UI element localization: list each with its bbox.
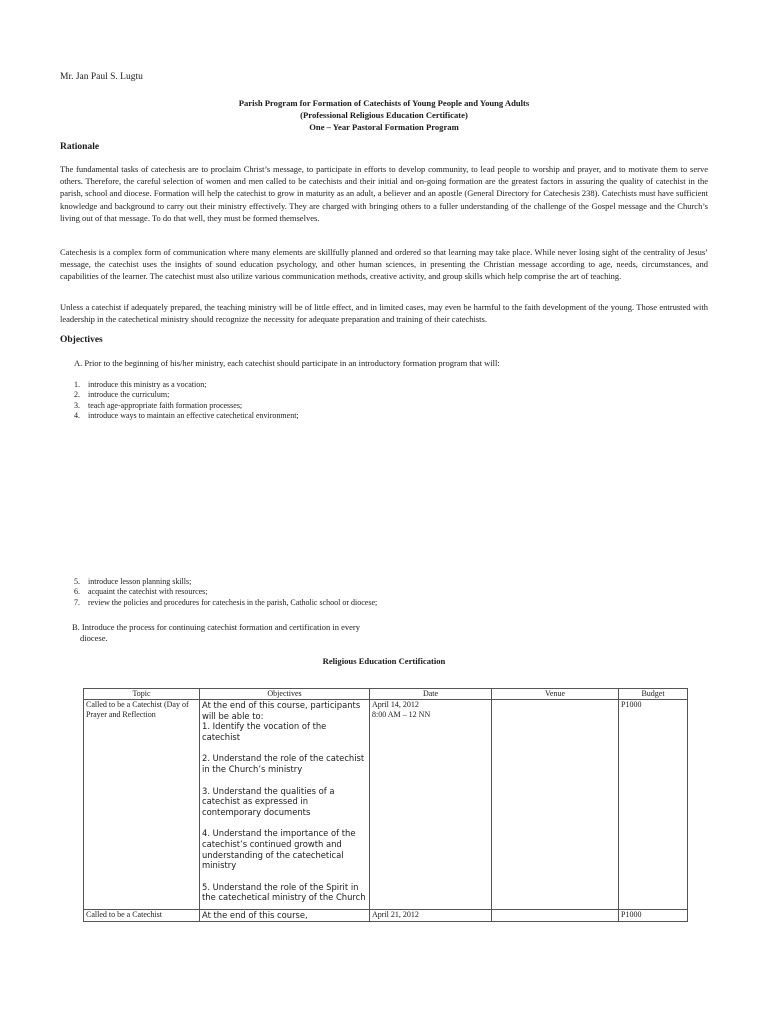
header-budget: Budget xyxy=(619,689,688,700)
cell-topic: Called to be a Catechist xyxy=(84,910,200,922)
rationale-paragraph-1: The fundamental tasks of catechesis are to proclaim Christ’s message, to participate in efforts to develop community, to lead people to worship and prayer, and to motivate them to serve others. Therefore, the careful selection of women and men called to be catechists and their initial and on-going formation are the greatest factors in assuring the quality of catechist in the parish, school and diocese. Formation will help the catechist to grow in maturity as an adult, a believer and an apostle (General Directory for Catechesis 238). Catechists must have sufficient knowledge and background to carry out their ministry effectively. They are charged with bringing others to a fuller understanding of the challenge of the Gospel message and the Church’s living out of that message. To do that well, they must be formed themselves. xyxy=(60,164,708,223)
program-duration-title: One – Year Pastoral Formation Program xyxy=(309,122,459,132)
objectives-heading: Objectives xyxy=(60,335,103,345)
certification-table xyxy=(83,688,688,922)
rationale-paragraph-2: Catechesis is a complex form of communication where many elements are skillfully planned and ordered so that learning may take place. While never losing sight of the centrality of Jesus’ message, the catechist uses the insights of sound education psychology, and other human sciences, in presenting the Christian message according to age, needs, circumstances, and capabilities of the learner. The catechist must also utilize various communication methods, creative activity, and group skills which help comprise the art of teaching. xyxy=(60,247,708,282)
objectives-list-second xyxy=(74,577,377,608)
cell-objectives: At the end of this course, xyxy=(200,910,370,922)
header-objectives: Objectives xyxy=(200,689,370,700)
rationale-heading: Rationale xyxy=(60,142,100,152)
objectives-part-a: A. Prior to the beginning of his/her ministry, each catechist should participate in an introductory formation program that will: xyxy=(74,358,500,368)
table-row xyxy=(84,700,688,910)
cell-date: April 21, 2012 xyxy=(370,910,492,922)
cell-budget: P1000 xyxy=(619,910,688,922)
header-date: Date xyxy=(370,689,492,700)
cell-venue xyxy=(492,700,619,910)
cell-date: April 14, 2012 8:00 AM – 12 NN xyxy=(370,700,492,910)
objectives-list-first xyxy=(74,380,299,422)
list-item: 6. acquaint the catechist with resources; xyxy=(74,587,208,597)
list-item: 4. introduce ways to maintain an effective catechetical environment; xyxy=(74,411,299,421)
table-row xyxy=(84,910,688,922)
cell-topic: Called to be a Catechist (Day of Prayer and Reflection xyxy=(84,700,200,910)
list-item: 3. teach age-appropriate faith formation processes; xyxy=(74,400,243,410)
table-title: Religious Education Certification xyxy=(322,656,446,666)
cell-budget: P1000 xyxy=(619,700,688,910)
cell-venue xyxy=(492,910,619,922)
list-item: 1. introduce this ministry as a vocation; xyxy=(74,380,207,389)
author-name: Mr. Jan Paul S. Lugtu xyxy=(60,72,143,82)
program-title: Parish Program for Formation of Catechists of Young People and Young Adults xyxy=(238,98,530,108)
certificate-subtitle: (Professional Religious Education Certificate) xyxy=(300,110,468,120)
header-topic: Topic xyxy=(84,689,200,700)
objectives-part-b: B. Introduce the process for continuing catechist formation and certification in every diocese. xyxy=(72,622,360,643)
list-item: 5. introduce lesson planning skills; xyxy=(74,577,192,586)
rationale-paragraph-3: Unless a catechist if adequately prepared, the teaching ministry will be of little effect, and in limited cases, may even be harmful to the faith development of the young. Those entrusted with leadership in the catechetical ministry should recognize the necessity for adequate preparation and training of their catechists. xyxy=(60,302,708,325)
table-header-row xyxy=(84,689,688,700)
document-title-block xyxy=(0,97,768,133)
list-item: 2. introduce the curriculum; xyxy=(74,390,170,400)
header-venue: Venue xyxy=(492,689,619,700)
cell-objectives: At the end of this course, participants will be able to: 1. Identify the vocation of the catechist 2. Understand the role of the catechist in the Church’s ministry 3. Understand the qualities of a catechist as expressed in contemporary documents 4. Understand the importance of the catechist’s continued growth and understanding of the catechetical ministry 5. Understand the role of the Spirit in the catechetical ministry of the Church xyxy=(200,700,370,910)
list-item: 7. review the policies and procedures for catechesis in the parish, Catholic school or diocese; xyxy=(74,597,378,607)
